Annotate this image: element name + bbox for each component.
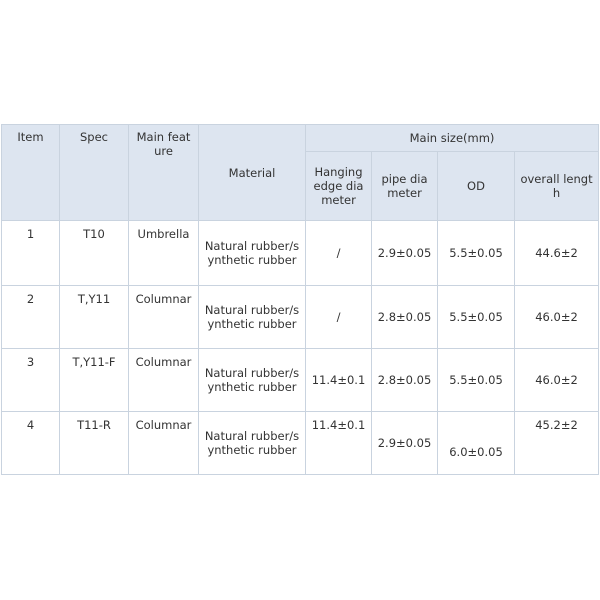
cell-pipe-diameter: 2.9±0.05 xyxy=(372,412,438,475)
cell-spec: T,Y11-F xyxy=(60,349,129,412)
cell-material: Natural rubber/synthetic rubber xyxy=(199,349,306,412)
cell-overall-length: 45.2±2 xyxy=(515,412,599,475)
cell-item: 2 xyxy=(2,286,60,349)
cell-feature: Umbrella xyxy=(129,221,199,286)
cell-od: 5.5±0.05 xyxy=(438,286,515,349)
cell-material: Natural rubber/synthetic rubber xyxy=(199,221,306,286)
cell-overall-length: 46.0±2 xyxy=(515,286,599,349)
cell-pipe-diameter: 2.8±0.05 xyxy=(372,286,438,349)
cell-hanging-edge-diameter: / xyxy=(306,286,372,349)
cell-spec: T11-R xyxy=(60,412,129,475)
table-row xyxy=(2,412,599,475)
cell-feature: Columnar xyxy=(129,349,199,412)
header-material: Material xyxy=(199,125,306,221)
cell-feature: Columnar xyxy=(129,412,199,475)
table-row xyxy=(2,286,599,349)
cell-od: 5.5±0.05 xyxy=(438,349,515,412)
cell-feature: Columnar xyxy=(129,286,199,349)
cell-pipe-diameter: 2.9±0.05 xyxy=(372,221,438,286)
header-od: OD xyxy=(438,152,515,221)
cell-item: 1 xyxy=(2,221,60,286)
spec-table xyxy=(1,124,599,475)
cell-item: 3 xyxy=(2,349,60,412)
header-overall-length: overall length xyxy=(515,152,599,221)
cell-hanging-edge-diameter: / xyxy=(306,221,372,286)
header-main-size: Main size(mm) xyxy=(306,125,599,152)
table-row xyxy=(2,221,599,286)
cell-hanging-edge-diameter: 11.4±0.1 xyxy=(306,412,372,475)
cell-overall-length: 44.6±2 xyxy=(515,221,599,286)
cell-hanging-edge-diameter: 11.4±0.1 xyxy=(306,349,372,412)
cell-spec: T,Y11 xyxy=(60,286,129,349)
header-main-feature: Main feature xyxy=(129,125,199,221)
cell-od: 6.0±0.05 xyxy=(438,412,515,475)
header-item: Item xyxy=(2,125,60,221)
cell-pipe-diameter: 2.8±0.05 xyxy=(372,349,438,412)
header-hanging-edge-diameter: Hanging edge diameter xyxy=(306,152,372,221)
header-pipe-diameter: pipe diameter xyxy=(372,152,438,221)
header-spec: Spec xyxy=(60,125,129,221)
cell-item: 4 xyxy=(2,412,60,475)
table-row xyxy=(2,349,599,412)
cell-spec: T10 xyxy=(60,221,129,286)
cell-material: Natural rubber/synthetic rubber xyxy=(199,412,306,475)
cell-material: Natural rubber/synthetic rubber xyxy=(199,286,306,349)
cell-od: 5.5±0.05 xyxy=(438,221,515,286)
cell-overall-length: 46.0±2 xyxy=(515,349,599,412)
